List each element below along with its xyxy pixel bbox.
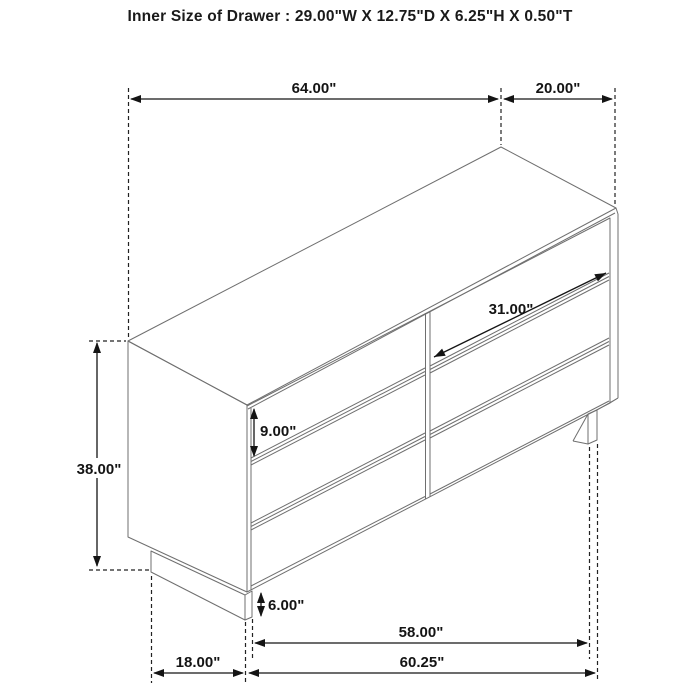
dimension-overall-height [75,342,123,567]
diagram-title: Inner Size of Drawer : 29.00"W X 12.75"D X 6.25"H X 0.50"T [127,8,573,25]
dimension-label: 60.25" [399,654,445,671]
extension-lines [89,88,615,683]
front-right-leg [588,410,597,444]
arrow-left [503,95,514,103]
groove-line [251,368,425,458]
arrow-down [257,606,265,617]
arrow-right [233,669,244,677]
front-right-leg-bottom [573,441,588,444]
top-slab-corner [616,208,618,214]
dimension-label: 6.00" [268,597,305,614]
dimension-inner-base-width [254,624,588,647]
dimension-depth [503,80,613,103]
dimension-drawer-opening-width [434,273,606,357]
arrow-up [93,342,101,353]
arrow-left [130,95,141,103]
arrow-lower-left [434,349,446,357]
plinth-left-panel [151,551,245,620]
arrow-down [93,556,101,567]
arrow-right [585,669,596,677]
drawer-center-divider [426,311,431,499]
dresser-outline [128,147,618,620]
arrow-up [257,592,265,603]
front-left-leg [245,591,252,620]
dimension-label: 64.00" [291,80,337,97]
front-face [247,218,610,592]
arrow-left [248,669,259,677]
dimension-label: 20.00" [535,80,581,97]
dimension-label: 38.00" [76,461,122,478]
dimension-label: 18.00" [175,654,221,671]
dimension-base-depth [153,654,244,677]
arrow-right [577,639,588,647]
arrow-left [254,639,265,647]
dimension-label: 58.00" [398,624,444,641]
dimension-label: 31.00" [488,301,534,318]
top-face [128,147,616,405]
dimension-leg-height [257,592,304,617]
underside-right-edge [597,398,618,410]
arrow-left [153,669,164,677]
arrow-right [602,95,613,103]
groove-line [251,440,425,530]
left-side-panel [128,341,247,592]
dimension-label: 9.00" [260,423,297,440]
dimension-outer-base-width [248,654,596,677]
dimension-overall-width [130,80,499,103]
arrow-right [488,95,499,103]
left-drawer-grooves [251,368,425,586]
groove-line [251,372,425,462]
groove-line [430,401,609,494]
